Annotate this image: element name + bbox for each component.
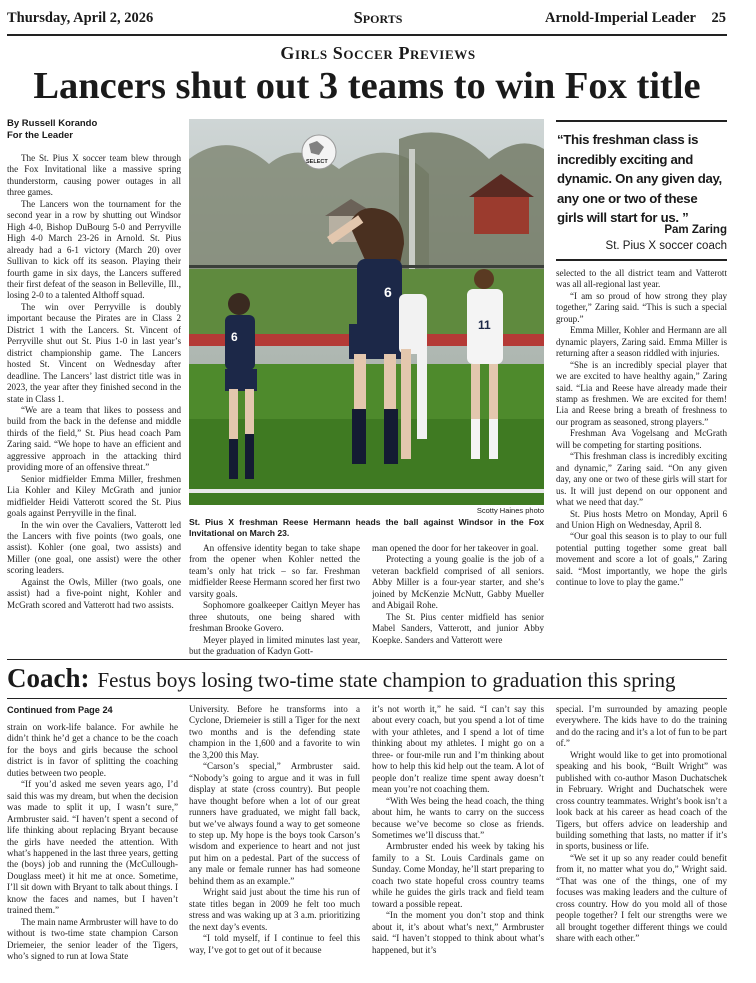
story2-column-4 [556, 704, 727, 980]
paragraph: selected to the all district team and Vatterott was all all-regional last year. [556, 268, 727, 290]
folio-rule [7, 34, 727, 36]
story2-column-3 [372, 704, 544, 980]
section-divider [7, 659, 727, 660]
paragraph: Sophomore goalkeeper Caitlyn Meyer has three shutouts, one being shared with freshman Brooke Govero. [189, 600, 360, 634]
section-name: Sports [353, 8, 403, 27]
paragraph: special. I’m surrounded by amazing people everywhere. The kids have to do the training and do the racing and it’s a lot of fun to be part of.” [556, 704, 727, 749]
jersey-right: 11 [478, 318, 491, 332]
paragraph: Meyer played in limited minutes last year, but the graduation of Kadyn Gott- [189, 634, 360, 657]
paragraph: The Lancers won the tournament for the second year in a row by shutting out Windsor High 4-0, Bishop DuBourg 5-0 and Perryville High 4-0 March 23-26 in Arnold. St. Pius already had a 6-1 victory (March 20) over Sullivan to kick off its season. Playing their fourth game in six days, the Lancers suffered their first defeat of the season in Belleville, Ill., losing 2-0 to a talented Althoff squad. [7, 198, 181, 301]
paragraph: St. Pius hosts Metro on Monday, April 6 and Union High on Wednesday, April 8. [556, 508, 727, 530]
paragraph: “We are a team that likes to possess and build from the back in the defense and middle thirds of the field,” St. Pius head coach Pam Zaring said. “We hope to have an efficient and aggressive approach in the attacking third providing more of an offensive threat.” [7, 404, 181, 473]
paragraph: “This freshman class is incredibly exciting and dynamic,” Zaring said. “On any given day, any one or two of these girls will start for us. It will just depend on our opponent and what we need that day.” [556, 451, 727, 508]
photo-caption: St. Pius X freshman Reese Hermann heads the ball against Windsor in the Fox Invitational on March 23. [189, 517, 544, 538]
story2-column-1 [7, 722, 178, 980]
story2-column-2 [189, 704, 360, 980]
paragraph: “I told myself, if I continue to feel this way, I’ve got to get out of it because [189, 933, 360, 955]
jump-line: Continued from Page 24 [7, 705, 113, 715]
issue-date: Thursday, April 2, 2026 [7, 10, 154, 26]
jersey-center: 6 [384, 284, 392, 300]
paragraph: The St. Pius X soccer team blew through the Fox Invitational like a massive spring thunderstorm, causing power outages in all three games. [7, 153, 181, 198]
jersey-left: 6 [231, 330, 238, 344]
paragraph: The St. Pius center midfield has senior Mabel Sanders, Vatterott, and junior Abby Koepke. Sanders and Vatterott were [372, 611, 544, 645]
paragraph: In the win over the Cavaliers, Vatterott led the Lancers with five points (two goals, one assist). Kohler (one goal, two assists) and Miller (one goal, one assist) were the other scoring leaders. [7, 519, 181, 576]
pullquote-text: “This freshman class is incredibly exciting and dynamic. On any given day, any one or two of these girls will start for us. ” [557, 132, 722, 226]
paragraph: Emma Miller, Kohler and Hermann are all dynamic players, Zaring said. Emma Miller is returning after a season riddled with injuries. [556, 325, 727, 359]
paper-name: Arnold-Imperial Leader [544, 10, 696, 26]
soccer-photo [189, 119, 544, 505]
paragraph: “Carson’s special,” Armbruster said. “Nobody’s going to argue and it was in full display at state (cross country). But people have thought before when a lot of our great runners have graduated, we might fall back, but we’ve always found a way to get someone to step up. My hope is the boys took Carson’s wisdom and experience to heart and not just put him on a pedestal. Part of the success of any male or female runner has had someone behind them as an example.” [189, 761, 360, 886]
paragraph: Senior midfielder Emma Miller, freshmen Lia Kohler and Kiley McGrath and junior midfielder Heidi Vatterott scored the St. Pius goals against Perryville in the final. [7, 473, 181, 519]
paragraph: An offensive identity began to take shape from the opener when Kohler netted the team’s only hat trick – so far. Freshman midfielder Reese Hermann scored her first two varsity goals. [189, 543, 360, 599]
pullquote-top-rule [556, 120, 727, 122]
paragraph: man opened the door for her takeover in goal. [372, 543, 539, 553]
paragraph: Wright would like to get into promotional speaking and his book, “Built Wright” was published with co-author Mason Duchatschek in February. Wright and Duchatschek were cross country teammates. Wright’s book isn’t a look back at his career as head coach of the Tigers, but offers advice on leadership and building something that lasts, no matter if it’s in sports, business or life. [556, 749, 727, 852]
paragraph: “She is an incredibly special player that we are excited to have healthy again,” Zaring said. “Lia and Reese have already made their stamp as freshmen. We are excited for them! Lia and Reese bring a breath of freshness to our program as seasoned, strong players.” [556, 359, 727, 427]
paragraph: Freshman Ava Vogelsang and McGrath will be competing for starting positions. [556, 428, 727, 450]
pullquote-bottom-rule [556, 259, 727, 261]
paragraph: Against the Owls, Miller (two goals, one assist) had a five-point night, Kohler and McGrath scored and Vatterott had two assists. [7, 576, 181, 610]
story1-column-2 [189, 543, 360, 657]
byline-author: By Russell Korando [7, 118, 98, 129]
headline: Lancers shut out 3 teams to win Fox title [33, 65, 701, 107]
paragraph: it’s not worth it,” he said. “I can’t say this about every coach, but you spend a lot of time with your athletes, and I spend a lot of time thinking about my athletes. I might go on a three- or four-mile run and I’m thinking about how to help this kid help out the team. A lot of people don’t realize time spent away doesn’t mean you’re not coaching them. [372, 704, 544, 795]
paragraph: Armbruster ended his week by taking his family to a St. Louis Cardinals game on Sunday. Come Monday, he’ll start preparing to coach two state hopeful cross country teams while he guides the girls track and field team toward a possible repeat. [372, 841, 544, 909]
byline-affiliation: For the Leader [7, 130, 73, 141]
story2-headline: Festus boys losing two-time state champion to graduation this spring [97, 668, 676, 692]
page-number: 25 [711, 10, 726, 26]
photo-credit: Scotty Haines photo [476, 506, 544, 515]
pullquote-title: St. Pius X soccer coach [605, 240, 727, 252]
paragraph: Wright said just about the time his run of state titles began in 2009 he felt too much stress and was waking up at 3 a.m. prioritizing the next day’s events. [189, 887, 360, 932]
paragraph: The win over Perryville is doubly important because the Pirates are in Class 2 District 1 with the Lancers. St. Vincent of Perryville shut out St. Pius 1-0 in last year’s district championship game. The Lancers hosted St. Vincent on Wednesday after deadline. The Lancers’ last district title was in 2023, the year after they finished second in the state in Class 1. [7, 301, 181, 404]
story1-column-4 [556, 268, 727, 658]
paragraph: University. Before he transforms into a Cyclone, Driemeier is still a Tiger for the next two months and is the defending state champion in the 1,600 and a favorite to win the 3,200 this May. [189, 704, 360, 760]
paragraph: “If you’d asked me seven years ago, I’d said this was my dream, but when the decision was made to split it up, I wasn’t sure,” Armbruster said. “I haven’t spent a second of life thinking about replacing Bryant because the girls have needed the attention. With what’s happened in the last three years, getting the (boys) job and running the (McCullough-Douglass meet) it hit me at once. Sometime, I’ll sit down with Bryant to talk about things. I know the faces and names, but I haven’t trained them.” [7, 779, 178, 916]
story2-headline-row [7, 661, 727, 700]
paragraph: “Our goal this season is to play to our full potential putting together some great ball movement and score a lot of goals,” Zaring said. “Most importantly, we hope the girls continue to love to play the game.” [556, 531, 727, 588]
paragraph: “In the moment you don’t stop and think about it, it’s about what’s next,” Armbruster said. “I haven’t stopped to think about what’s happened, but it’s [372, 910, 544, 955]
paragraph: strain on work-life balance. For awhile he didn’t think he’d get a chance to be the coach for the boys and girls because the school district is in favor of splitting the coaching duties between two people. [7, 722, 178, 778]
paragraph: Protecting a young goalie is the job of a veteran backfield comprised of all seniors. Abby Miller is a four-year starter, and she’s joined by McKenzie McNutt, Gabby Mueller and Abigail Rohe. [372, 554, 544, 611]
photo-illustration [189, 119, 544, 505]
paragraph: “I am so proud of how strong they play together,” Zaring said. “This is such a special group.” [556, 290, 727, 324]
paragraph: The main name Armbruster will have to do without is two-time state champion Carson Driemeier, the senior leader of the Tigers, who’s signed to run at Iowa State [7, 916, 178, 962]
story2-label: Coach: [7, 663, 90, 693]
pullquote-name: Pam Zaring [664, 224, 727, 236]
story1-column-1 [7, 153, 181, 657]
ball-brand-text: SELECT [306, 159, 328, 165]
paragraph: “We set it up so any reader could benefit from it, no matter what you do,” Wright said. “That was one of the things, one of my focuses was making leaders and the culture of cross country. How do you mold all of those people together? I felt our strengths were we all brought together different things we could share with each other.” [556, 852, 727, 944]
byline [7, 118, 97, 142]
story2-rule [7, 698, 727, 699]
soccer-ball [302, 135, 336, 169]
paragraph: “With Wes being the head coach, the thing about him, he wants to carry on the success because we’ve become so close as friends. Sometimes we’ll discuss that.” [372, 795, 544, 840]
story1-column-3 [372, 543, 544, 657]
kicker: Girls Soccer Previews [280, 43, 476, 63]
